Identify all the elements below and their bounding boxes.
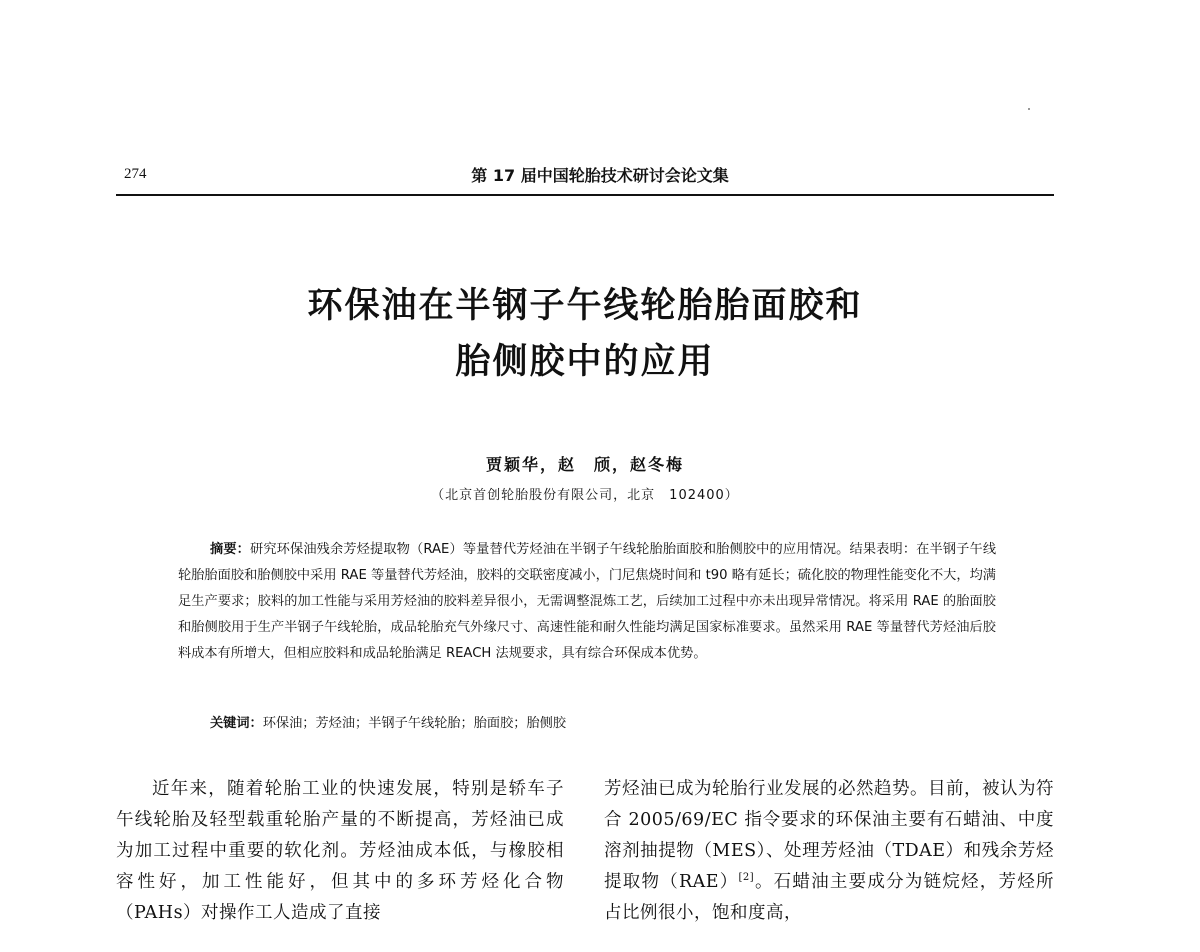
body-column-right xyxy=(604,774,1054,929)
keywords-label: 关键词： xyxy=(210,716,263,731)
abstract xyxy=(178,537,996,667)
header-rule xyxy=(116,194,1054,196)
page-number: 274 xyxy=(124,166,147,182)
right-column-text: 芳烃油已成为轮胎行业发展的必然趋势。目前，被认为符合 2005/69/EC 指令要求的环保油主要有石蜡油、中度溶剂抽提物（MES）、处理芳烃油（TDAE）和残余芳烃提取物（RAE） xyxy=(604,779,1054,892)
body-column-left xyxy=(116,774,564,929)
keywords-text: 环保油；芳烃油；半钢子午线轮胎；胎面胶；胎侧胶 xyxy=(262,716,567,731)
keywords xyxy=(210,711,996,737)
title-line-1: 环保油在半钢子午线轮胎胎面胶和 xyxy=(307,286,863,326)
left-column-text: 近年来，随着轮胎工业的快速发展，特别是轿车子午线轮胎及轻型载重轮胎产量的不断提高，芳烃油已成为加工过程中重要的软化剂。芳烃油成本低，与橡胶相容性好，加工性能好，但其中的多环芳烃化合物（PAHs）对操作工人造成了直接 xyxy=(116,779,564,923)
authors: 贾颖华，赵 颀，赵冬梅 xyxy=(485,455,684,474)
citation-ref: [2] xyxy=(738,872,755,884)
scan-speck xyxy=(1028,108,1030,110)
affiliation: （北京首创轮胎股份有限公司，北京 102400） xyxy=(431,488,739,503)
running-head: 第 17 届中国轮胎技术研讨会论文集 xyxy=(471,166,729,185)
right-column-text-cont: 。石蜡油主要成分为链烷烃，芳烃所占比例很小，饱和度高， xyxy=(604,872,1055,923)
article-title xyxy=(150,278,1020,390)
abstract-label: 摘要： xyxy=(210,542,251,557)
abstract-text: 研究环保油残余芳烃提取物（RAE）等量替代芳烃油在半钢子午线轮胎胎面胶和胎侧胶中的应用情况。结果表明：在半钢子午线轮胎胎面胶和胎侧胶中采用 RAE 等量替代芳烃油，胶料的交联密度减小，门尼焦烧时间和 t90 略有延长；硫化胶的物理性能变化不大，均满足生产要求；胶料的加工性能与采用芳烃油的胶料差异很小，无需调整混炼工艺，后续加工过程中亦未出现异常情况。将采用 RAE 的胎面胶和胎侧胶用于生产半钢子午线轮胎，成品轮胎充气外缘尺寸、高速性能和耐久性能均满足国家标准要求。虽然采用 RAE 等量替代芳烃油后胶料成本有所增大，但相应胶料和成品轮胎满足 REACH 法规要求，具有综合环保成本优势。 xyxy=(178,542,997,661)
title-line-2: 胎侧胶中的应用 xyxy=(455,342,715,382)
